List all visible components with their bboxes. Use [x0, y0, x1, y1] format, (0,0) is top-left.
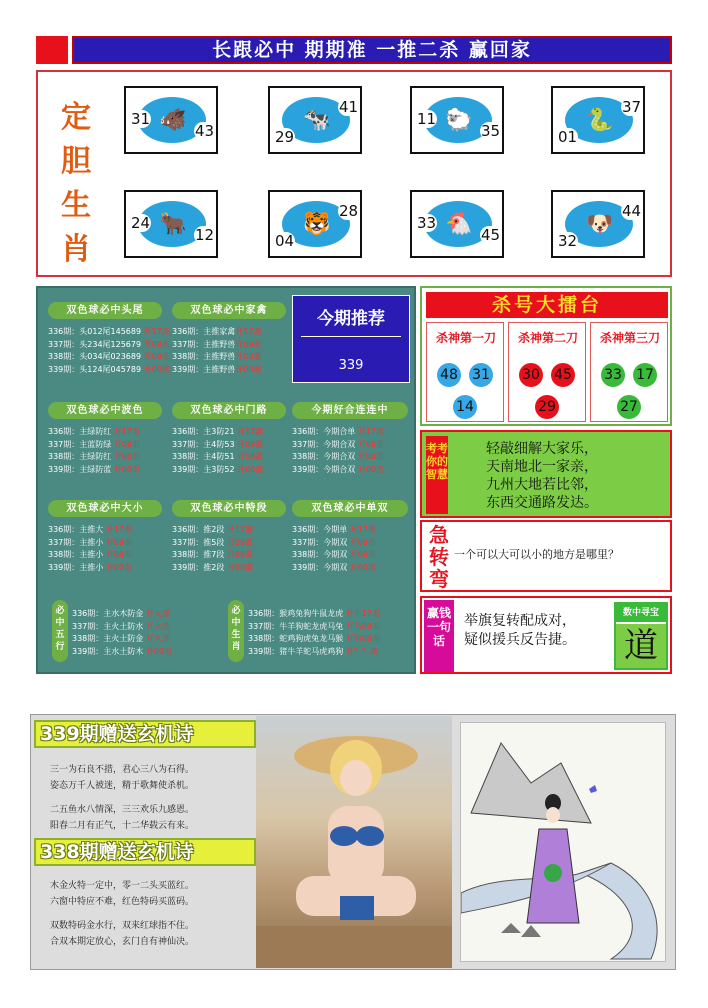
- group-row: [48, 339, 170, 352]
- row-text: 339期：今期合双: [292, 464, 358, 474]
- row-result: 开08准: [235, 352, 262, 361]
- poem-line: 二五鱼水八情深，三三欢乐九感恩。: [50, 805, 195, 815]
- row-text: 339期：推2段: [172, 562, 227, 572]
- row-result: 开木准: [145, 634, 170, 643]
- group-header: 双色球必中单双: [292, 500, 408, 517]
- shengxiao-tag: 必中生肖: [228, 600, 244, 662]
- row-result: 开？？准: [345, 646, 378, 656]
- row-result: 开00准: [145, 646, 172, 656]
- row-result: 开17准: [113, 427, 140, 436]
- group-row: [292, 451, 384, 464]
- group-header: 双色球必中大小: [48, 500, 162, 517]
- zodiac-card: [410, 190, 504, 258]
- win-phrase-line: 疑似援兵反告捷。: [464, 632, 576, 648]
- row-result: 开狗08准: [345, 634, 380, 643]
- row-text: 339期：主3防52: [172, 464, 238, 474]
- treasure-word-box: [614, 602, 668, 670]
- kill-knife-title: 杀神第二刀: [517, 331, 578, 345]
- zodiac-card: [410, 86, 504, 154]
- row-text: 339期：主推野兽: [172, 364, 236, 374]
- snake-icon: 🐍: [586, 107, 614, 133]
- treasure-word: 道: [616, 624, 666, 668]
- group-row: [48, 351, 170, 364]
- kill-knife-box: [426, 322, 504, 422]
- zodiac-card: [124, 86, 218, 154]
- riddle-box: [420, 430, 672, 518]
- recommend-box: [292, 295, 410, 383]
- rooster-icon: 🐔: [445, 211, 473, 237]
- group-row: [172, 464, 263, 477]
- number-ball: 30: [519, 363, 543, 387]
- zodiac-number: 45: [481, 226, 501, 244]
- row-text: 339期：主水土防木: [72, 646, 146, 656]
- kill-knife-title: 杀神第三刀: [599, 331, 660, 345]
- row-text: 337期：牛羊狗蛇龙虎马兔: [248, 621, 346, 631]
- row-text: 336期：今期单: [292, 525, 350, 534]
- row-text: 336期：主3防21: [172, 427, 238, 436]
- row-text: 337期：头234尾125679: [48, 339, 144, 349]
- group-row: [292, 524, 376, 537]
- row-text: 339期：头124尾045789: [48, 364, 144, 374]
- group-row: [172, 339, 261, 352]
- group-rows: [48, 326, 170, 376]
- group-row: [48, 439, 140, 452]
- row-result: 开09准: [237, 439, 264, 449]
- page-title: 长跟必中 期期准 一推二杀 赢回家: [72, 36, 672, 64]
- group-row: [172, 326, 261, 339]
- row-result: 开09准: [226, 537, 254, 547]
- row-text: 336期：猴鸡兔狗牛鼠龙虎: [248, 609, 346, 618]
- zodiac-card: [268, 190, 362, 258]
- group-row: [172, 451, 263, 464]
- poem-line: 阳春二月有正气，十二华载云有来。: [50, 821, 195, 831]
- kill-knife-box: [508, 322, 586, 422]
- zodiac-number: 43: [195, 122, 215, 140]
- row-result: 开火准: [145, 609, 170, 618]
- zodiac-number: 35: [481, 122, 501, 140]
- number-ball: 17: [633, 363, 657, 387]
- group-row: [72, 608, 172, 621]
- win-phrase-box: [420, 596, 672, 674]
- row-result: 开09准: [113, 439, 140, 449]
- zodiac-number: 29: [275, 128, 295, 146]
- zodiac-card: [124, 190, 218, 258]
- row-text: 338期：主火土防金: [72, 634, 146, 643]
- row-result: 开00准: [349, 562, 376, 572]
- row-result: 开09准: [349, 537, 376, 547]
- group-row: [292, 562, 376, 575]
- group-header: 双色球必中家禽: [172, 302, 286, 319]
- group-row: [172, 426, 263, 439]
- brain-teaser-text: 一个可以大可以小的地方是哪里？: [454, 548, 619, 561]
- recommend-value: 339: [338, 358, 364, 373]
- row-result: 开08准: [357, 452, 384, 461]
- row-result: 开08准: [105, 550, 132, 559]
- group-row: [48, 326, 170, 339]
- row-text: 338期：推7段: [172, 550, 227, 559]
- zodiac-number: 31: [131, 110, 151, 128]
- group-row: [172, 439, 263, 452]
- row-result: 开09准: [357, 439, 384, 449]
- poem-338-text: [50, 878, 194, 950]
- recommend-title: 今期推荐: [317, 309, 385, 329]
- group-header: 双色球必中头尾: [48, 302, 162, 319]
- zodiac-label: [56, 96, 96, 272]
- row-result: 开马09准: [345, 621, 380, 631]
- kill-knife-box: [590, 322, 668, 422]
- riddle-tag: 考考你的智慧: [426, 436, 448, 514]
- row-text: 337期：今期双: [292, 537, 350, 547]
- boar-icon: 🐗: [159, 107, 187, 133]
- win-phrase-line: 举旗复转配成对，: [464, 613, 576, 629]
- group-header: 今期好合连连中: [292, 402, 408, 419]
- dog-icon: 🐶: [586, 211, 614, 237]
- zodiac-number: 28: [339, 202, 359, 220]
- row-text: 336期：主推大: [48, 525, 106, 534]
- header-red-block: [36, 36, 68, 64]
- group-row: [48, 364, 170, 377]
- brain-teaser-tag: 急转弯: [429, 523, 449, 591]
- painting-illustration: [461, 723, 666, 962]
- poem-line: 双数特码金水行，双来红球指不住。: [50, 921, 195, 931]
- sheep-icon: 🐑: [445, 107, 473, 133]
- row-text: 339期：今期双: [292, 562, 350, 572]
- zodiac-number: 37: [622, 98, 642, 116]
- row-text: 338期：主4防51: [172, 452, 238, 461]
- row-result: 开17准: [349, 525, 376, 534]
- wuxing-tag: 必中五行: [52, 600, 68, 662]
- zodiac-label-char: 肖: [61, 232, 91, 267]
- riddle-line: 九州大地若比邻，: [486, 477, 598, 493]
- poem-line: 三一为石良不措，君心三八为石得。: [50, 765, 195, 775]
- poem-line: 合双本期定放心，玄门自有神仙决。: [50, 937, 195, 947]
- number-ball: 14: [453, 395, 477, 419]
- row-text: 338期：蛇鸡狗虎兔龙马猴: [248, 634, 346, 643]
- win-phrase-text: [464, 612, 576, 650]
- row-text: 337期：主推小: [48, 537, 106, 547]
- row-result: 开00准: [143, 364, 170, 374]
- number-ball: 31: [469, 363, 493, 387]
- group-row: [48, 537, 132, 550]
- shengxiao-rows: [248, 608, 380, 658]
- row-text: 338期：头034尾023689: [48, 352, 144, 361]
- group-rows: [172, 524, 253, 574]
- group-row: [48, 451, 140, 464]
- number-ball: 29: [535, 395, 559, 419]
- row-text: 337期：主4防53: [172, 439, 238, 449]
- group-header: 双色球必中特段: [172, 500, 286, 517]
- poem-line: 木金火特一定中，零一二头买蓝红。: [50, 881, 195, 891]
- poem-339-text: [50, 762, 194, 834]
- zodiac-number: 12: [195, 226, 215, 244]
- group-row: [248, 633, 380, 646]
- row-result: 开08准: [143, 352, 170, 361]
- zodiac-number: 11: [417, 110, 437, 128]
- group-row: [292, 439, 384, 452]
- riddle-line: 轻敲细解大家乐，: [486, 441, 598, 457]
- poem-339-title: 339期赠送玄机诗: [34, 720, 256, 748]
- row-result: 开17准: [105, 525, 132, 534]
- zodiac-label-char: 定: [61, 100, 91, 135]
- group-row: [248, 646, 380, 659]
- group-row: [72, 633, 172, 646]
- group-row: [248, 608, 380, 621]
- row-result: 开00准: [237, 464, 264, 474]
- group-rows: [172, 426, 263, 476]
- row-result: 开17准: [143, 327, 170, 336]
- row-result: 开09准: [235, 339, 262, 349]
- zodiac-label-char: 生: [61, 188, 91, 223]
- row-result: 开00准: [113, 464, 140, 474]
- row-text: 338期：主推小: [48, 550, 106, 559]
- number-ball: 48: [437, 363, 461, 387]
- group-row: [48, 464, 140, 477]
- kill-title: 杀号大擂台: [426, 292, 668, 318]
- zodiac-number: 41: [339, 98, 359, 116]
- group-header: 双色球必中门路: [172, 402, 286, 419]
- row-result: 开17准: [237, 427, 264, 436]
- row-text: 336期：推2段: [172, 525, 227, 534]
- zodiac-number: 33: [417, 214, 437, 232]
- group-rows: [292, 426, 384, 476]
- row-result: 开09准: [143, 339, 170, 349]
- row-text: 338期：今期双: [292, 550, 350, 559]
- group-row: [172, 562, 253, 575]
- group-row: [292, 537, 376, 550]
- group-row: [292, 464, 384, 477]
- zodiac-number: 01: [558, 128, 578, 146]
- kill-knife-title: 杀神第一刀: [435, 331, 496, 345]
- group-row: [172, 364, 261, 377]
- row-text: 337期：推5段: [172, 537, 227, 547]
- group-header: 双色球必中波色: [48, 402, 162, 419]
- row-text: 339期：主绿防蓝: [48, 464, 114, 474]
- group-row: [72, 621, 172, 634]
- row-result: 开08准: [113, 452, 140, 461]
- zodiac-label-char: 胆: [61, 144, 91, 179]
- row-text: 338期：主绿防红: [48, 452, 114, 461]
- row-result: 开00准: [357, 464, 384, 474]
- row-result: 开17准: [226, 525, 254, 534]
- group-row: [48, 549, 132, 562]
- treasure-word-title: 数中寻宝: [616, 604, 666, 622]
- zodiac-number: 44: [622, 202, 642, 220]
- cosplay-photo: [256, 716, 452, 968]
- row-text: 336期：主推家禽: [172, 327, 236, 336]
- zodiac-card: [551, 86, 645, 154]
- group-row: [172, 351, 261, 364]
- zodiac-card: [268, 86, 362, 154]
- tiger-icon: 🐯: [303, 211, 331, 237]
- zodiac-number: 32: [558, 232, 578, 250]
- group-row: [48, 524, 132, 537]
- poem-line: [50, 910, 194, 918]
- poem-line: 姿态万千人被迷，精于歌舞使杀机。: [50, 781, 195, 791]
- group-rows: [172, 326, 261, 376]
- row-result: 开00准: [226, 562, 254, 572]
- row-text: 336期：主绿防红: [48, 427, 114, 436]
- group-row: [248, 621, 380, 634]
- row-text: 338期：主推野兽: [172, 352, 236, 361]
- row-result: 开17准: [357, 427, 384, 436]
- ox-icon: 🐄: [303, 107, 331, 133]
- kill-board: [420, 286, 672, 426]
- number-ball: 33: [601, 363, 625, 387]
- row-result: 开17准: [235, 327, 262, 336]
- group-rows: [48, 426, 140, 476]
- poem-338-title: 338期赠送玄机诗: [34, 838, 256, 866]
- row-text: 337期：主蓝防绿: [48, 439, 114, 449]
- row-result: 开08准: [226, 550, 254, 559]
- group-row: [48, 562, 132, 575]
- win-phrase-tag: 赢钱一句话: [424, 600, 454, 672]
- row-result: 开00准: [235, 364, 262, 374]
- riddle-line: 天南地北一家亲，: [486, 459, 598, 475]
- zodiac-number: 24: [131, 214, 151, 232]
- zodiac-card: [551, 190, 645, 258]
- group-row: [172, 524, 253, 537]
- group-row: [48, 426, 140, 439]
- row-result: 开火准: [145, 621, 170, 631]
- zodiac-number: 04: [275, 232, 295, 250]
- ink-painting: [460, 722, 666, 962]
- photo-illustration: [256, 716, 452, 968]
- brain-teaser-box: [420, 520, 672, 592]
- poem-line: 六窗中特应不难，红色特码买蓝码。: [50, 897, 195, 907]
- row-text: 339期：猪牛羊蛇马虎鸡狗: [248, 646, 346, 656]
- group-row: [172, 537, 253, 550]
- row-result: 开09准: [105, 537, 132, 547]
- row-text: 336期：头012尾145689: [48, 327, 144, 336]
- number-ball: 27: [617, 395, 641, 419]
- group-row: [172, 549, 253, 562]
- group-rows: [292, 524, 376, 574]
- riddle-line: 东西交通路发达。: [486, 495, 598, 511]
- row-text: 338期：今期合双: [292, 452, 358, 461]
- wuxing-rows: [72, 608, 172, 658]
- group-rows: [48, 524, 132, 574]
- row-text: 339期：主推小: [48, 562, 106, 572]
- row-result: 开08准: [349, 550, 376, 559]
- row-text: 336期：今期合单: [292, 427, 358, 436]
- row-text: 337期：主火土防水: [72, 621, 146, 631]
- row-result: 开00准: [105, 562, 132, 572]
- row-text: 336期：主水木防金: [72, 609, 146, 618]
- poem-line: [50, 794, 194, 802]
- group-row: [72, 646, 172, 659]
- row-result: 开牛17准: [345, 609, 380, 618]
- row-result: 开08准: [237, 452, 264, 461]
- group-row: [292, 549, 376, 562]
- row-text: 337期：今期合双: [292, 439, 358, 449]
- recommend-divider: [301, 336, 401, 337]
- number-ball: 45: [551, 363, 575, 387]
- riddle-text: [486, 440, 598, 512]
- row-text: 337期：主推野兽: [172, 339, 236, 349]
- group-row: [292, 426, 384, 439]
- ox-icon: 🐂: [159, 211, 187, 237]
